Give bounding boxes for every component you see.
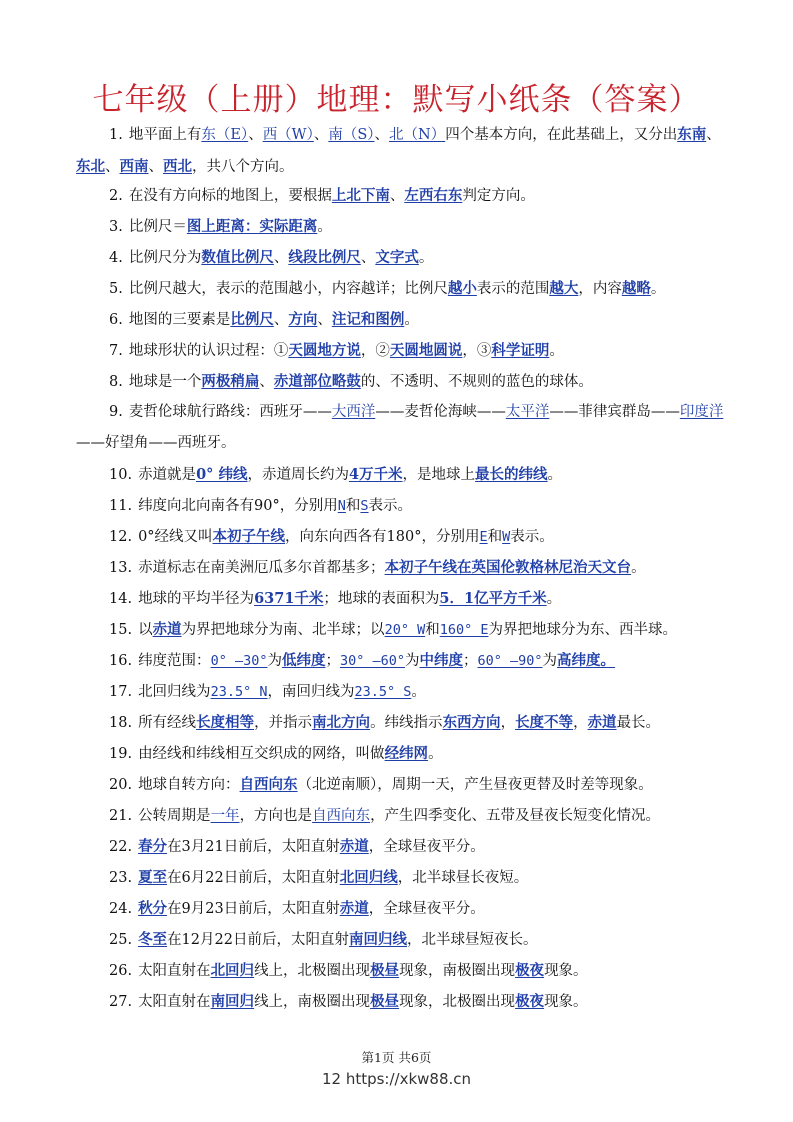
answer-blank: 冬至 (138, 931, 168, 948)
answer-blank: 北回归线 (339, 869, 398, 886)
question-number: 18. (109, 715, 133, 731)
answer-blank: 春分 (138, 838, 168, 855)
question-number: 10. (109, 467, 133, 483)
answer-blank: 南（S） (328, 127, 375, 143)
question-text: 在9月23日前后，太阳直射 (167, 901, 340, 917)
question-text: ——菲律宾群岛—— (549, 404, 680, 420)
question-text: 和 (345, 498, 361, 514)
question-number: 7. (109, 343, 123, 359)
question-text: 、 (273, 250, 289, 266)
question-text: ； (463, 653, 478, 669)
question-text: 、 (105, 159, 120, 175)
question-item (76, 465, 726, 485)
question-item (76, 372, 726, 392)
question-text: ， (573, 715, 588, 731)
answer-blank: 高纬度。 (557, 652, 616, 669)
question-item (76, 310, 726, 330)
question-text: 。 (650, 281, 666, 297)
answer-blank: 极昼 (370, 993, 400, 1010)
answer-blank: 越大 (549, 280, 579, 297)
question-text: 和 (487, 529, 503, 545)
answer-blank: 数值比例尺 (201, 249, 274, 266)
question-number: 12. (109, 529, 133, 545)
question-number: 2. (109, 188, 123, 204)
answer-blank: 南回归 (210, 993, 255, 1010)
answer-blank: 秋分 (138, 900, 168, 917)
answer-blank: 0° 纬线 (196, 466, 248, 483)
question-text: 、 (360, 250, 376, 266)
answer-blank: 图上距离：实际距离 (186, 218, 318, 235)
question-text: ，共八个方向。 (192, 159, 294, 175)
question-text: 现象。 (544, 963, 588, 979)
question-text: 北回归线为 (138, 684, 211, 700)
question-item (76, 341, 726, 361)
question-number: 26. (109, 963, 133, 979)
question-text: ——麦哲伦海峡—— (375, 404, 506, 420)
answer-blank: N (337, 498, 346, 514)
question-text: ，并指示 (254, 715, 313, 731)
answer-blank: 越略 (621, 280, 651, 297)
answer-blank: 极夜 (515, 962, 545, 979)
answer-blank: 太平洋 (505, 404, 550, 420)
answer-blank: 长度相等 (196, 714, 255, 731)
answer-blank: 夏至 (138, 869, 168, 886)
answer-blank: 5．1亿平方千米 (439, 590, 547, 607)
answer-blank: 本初子午线 (212, 528, 286, 545)
answer-blank: 赤道 (339, 838, 369, 855)
question-text: 为 (405, 653, 420, 669)
question-text: 。 (546, 591, 562, 607)
question-text: 、 (248, 127, 263, 143)
question-text: 表示。 (368, 498, 413, 514)
answer-blank: 长度不等 (515, 714, 574, 731)
question-text: 线上，北极圈出现 (254, 963, 371, 979)
question-text: ，南回归线为 (267, 684, 355, 700)
question-text: 以 (138, 622, 153, 638)
question-text: 纬度范围： (138, 653, 211, 669)
question-number: 6. (109, 312, 123, 328)
question-text: 地球是一个 (128, 374, 202, 390)
question-number: 25. (109, 932, 133, 948)
answer-blank: 6371千米 (254, 590, 324, 607)
question-number: 8. (109, 374, 123, 390)
question-item (76, 961, 726, 981)
question-number: 11. (109, 498, 133, 514)
question-number: 23. (109, 870, 133, 886)
answer-blank: 北（N） (389, 127, 446, 143)
answer-blank: 越小 (447, 280, 477, 297)
question-number: 13. (109, 560, 133, 576)
question-item (76, 589, 726, 609)
question-text: 、 (273, 312, 289, 328)
answer-blank: 赤道 (587, 714, 617, 731)
question-item (76, 279, 726, 299)
question-text: （北逆南顺），周期一天，产生昼夜更替及时差等现象。 (297, 777, 653, 793)
answer-blank: 北回归 (210, 962, 255, 979)
answer-blank: 60° —90° (477, 653, 543, 669)
question-text: 比例尺＝ (128, 219, 187, 235)
question-text: ，产生四季变化、五带及昼夜长短变化情况。 (370, 808, 661, 824)
question-text: 地球形状的认识过程：① (128, 343, 289, 359)
answer-blank: 方向 (288, 311, 318, 328)
question-item (76, 558, 726, 578)
question-text: 。 (631, 560, 646, 576)
question-text: ，方向也是 (239, 808, 313, 824)
question-number: 24. (109, 901, 133, 917)
question-number: 3. (109, 219, 123, 235)
question-text: 地平面上有 (128, 127, 202, 143)
answer-blank: 南回归线 (348, 931, 407, 948)
question-text: 在没有方向标的地图上，要根据 (128, 188, 332, 204)
question-number: 17. (109, 684, 133, 700)
question-text: 线上，南极圈出现 (254, 994, 371, 1010)
answer-blank: 上北下南 (331, 187, 390, 204)
question-text: 、 (313, 127, 329, 143)
answer-blank: 自西向东 (239, 776, 298, 793)
question-text: 地球的平均半径为 (138, 591, 255, 607)
question-text: ，内容 (578, 281, 622, 297)
answer-blank: 低纬度 (281, 652, 326, 669)
question-text: 。 (418, 250, 434, 266)
question-number: 5. (109, 281, 123, 297)
answer-blank: 自西向东 (312, 808, 371, 824)
question-text: 。 (549, 343, 564, 359)
question-text: 表示的范围 (476, 281, 550, 297)
question-item (76, 899, 726, 919)
question-text: 赤道就是 (138, 467, 197, 483)
question-text: ，北半球昼长夜短。 (397, 870, 529, 886)
question-number: 27. (109, 994, 133, 1010)
question-text: 现象，南极圈出现 (399, 963, 516, 979)
question-number: 1. (109, 127, 123, 143)
answer-blank: 本初子午线在英国伦敦格林尼治天文台 (384, 559, 632, 576)
answer-blank: 23.5° N (210, 684, 268, 700)
answer-blank: 西南 (119, 158, 149, 175)
question-text: ，② (360, 343, 390, 359)
question-number: 9. (109, 404, 123, 420)
answer-blank: 一年 (210, 808, 240, 824)
watermark-url: 12 https://xkw88.cn (321, 1070, 472, 1088)
answer-blank: 中纬度 (419, 652, 463, 669)
question-text: ，全球昼夜平分。 (368, 839, 485, 855)
question-text: 0°经线又叫 (138, 529, 213, 545)
question-item (76, 930, 726, 950)
answer-blank: 文字式 (375, 249, 419, 266)
question-text: 和 (425, 622, 440, 638)
question-item (76, 248, 726, 268)
answer-blank: 线段比例尺 (288, 249, 361, 266)
question-text: ，北半球昼短夜长。 (406, 932, 538, 948)
question-text: 地图的三要素是 (128, 312, 231, 328)
question-number: 19. (109, 746, 133, 762)
question-number: 16. (109, 653, 133, 669)
question-item (76, 496, 726, 516)
question-number: 15. (109, 622, 133, 638)
answer-blank: E (479, 529, 488, 545)
question-text: 由经线和纬线相互交织成的网络，叫做 (138, 746, 385, 762)
page-title: 七年级（上册）地理：默写小纸条（答案） (92, 82, 701, 118)
answer-blank: 东（E） (201, 127, 249, 143)
question-item (76, 651, 726, 671)
question-number: 21. (109, 808, 133, 824)
question-text: 在12月22日前后，太阳直射 (167, 932, 349, 948)
question-text: 麦哲伦球航行路线：西班牙—— (128, 404, 332, 420)
question-text: 为界把地球分为南、北半球；以 (181, 622, 385, 638)
question-text: 现象。 (544, 994, 588, 1010)
answer-blank: 南北方向 (312, 714, 371, 731)
answer-blank: 左西右东 (404, 187, 463, 204)
answer-blank: 经纬网 (384, 745, 429, 762)
question-text: 所有经线 (138, 715, 197, 731)
question-text: 现象，北极圈出现 (399, 994, 516, 1010)
answer-blank: 赤道部位略鼓 (273, 373, 361, 390)
question-text: 。 (404, 312, 419, 328)
question-text: 地球自转方向： (138, 777, 240, 793)
question-text: ； (325, 653, 340, 669)
question-text: 。 (547, 467, 563, 483)
question-text: 。纬线指示 (370, 715, 443, 731)
question-text: 比例尺越大，表示的范围越小，内容越详；比例尺 (128, 281, 448, 297)
question-text: 、 (317, 312, 332, 328)
question-text: 、 (259, 374, 274, 390)
answer-blank: 4万千米 (348, 466, 403, 483)
question-text: 、 (148, 159, 163, 175)
question-item (76, 620, 726, 640)
question-item (76, 713, 726, 733)
answer-blank: 赤道 (339, 900, 369, 917)
answer-blank: 赤道 (152, 621, 182, 638)
question-item (76, 217, 726, 237)
question-item (76, 397, 726, 459)
page-footer: 第1页 共6页 (361, 1050, 432, 1065)
answer-blank: W (502, 529, 511, 545)
answer-blank: 23.5° S (354, 684, 412, 700)
question-text: ，③ (462, 343, 492, 359)
question-text: ， (500, 715, 516, 731)
question-item (76, 744, 726, 764)
question-text: 四个基本方向，在此基础上，又分出 (445, 127, 678, 143)
answer-blank: 160° E (439, 622, 489, 638)
question-item (76, 992, 726, 1012)
question-text: 最长。 (616, 715, 661, 731)
answer-blank: 东西方向 (442, 714, 501, 731)
answer-blank: 两极稍扁 (201, 373, 260, 390)
question-number: 22. (109, 839, 133, 855)
answer-blank: 30° —60° (339, 653, 405, 669)
answer-blank: 大西洋 (331, 404, 376, 420)
question-text: 比例尺分为 (128, 250, 202, 266)
answer-blank: 20° W (384, 622, 426, 638)
question-text: 在6月22日前后，太阳直射 (167, 870, 340, 886)
answer-blank: 天圆地圆说 (389, 342, 463, 359)
question-text: 、 (389, 188, 405, 204)
question-text: 表示。 (510, 529, 554, 545)
question-text: 赤道标志在南美洲厄瓜多尔首都基多； (138, 560, 385, 576)
question-number: 4. (109, 250, 123, 266)
answer-blank: 天圆地方说 (288, 342, 361, 359)
answer-blank: 印度洋 (679, 404, 724, 420)
question-text: 。 (317, 219, 332, 235)
question-number: 14. (109, 591, 133, 607)
question-item (76, 527, 726, 547)
answer-blank: 西（W） (262, 127, 314, 143)
question-text: 在3月21日前后，太阳直射 (167, 839, 340, 855)
answer-blank: 最长的纬线 (475, 466, 548, 483)
question-text: 公转周期是 (138, 808, 211, 824)
answer-blank: 西北 (163, 158, 192, 175)
question-item (76, 868, 726, 888)
answer-blank: 科学证明 (491, 342, 550, 359)
question-item (76, 186, 726, 206)
question-text: 。 (428, 746, 443, 762)
question-text: 太阳直射在 (138, 994, 211, 1010)
question-text: ，赤道周长约为 (247, 467, 349, 483)
question-text: 判定方向。 (462, 188, 535, 204)
question-text: 、 (706, 127, 721, 143)
question-item (76, 682, 726, 702)
answer-blank: 极昼 (370, 962, 400, 979)
answer-blank: 注记和图例 (331, 311, 405, 328)
question-text: ，向东向西各有180°，分别用 (285, 529, 480, 545)
question-text: ，全球昼夜平分。 (368, 901, 485, 917)
question-text: 的、不透明、不规则的蓝色的球体。 (360, 374, 593, 390)
question-text: 为 (542, 653, 558, 669)
question-item (76, 775, 726, 795)
question-text: 为界把地球分为东、西半球。 (488, 622, 677, 638)
answer-blank: S (360, 498, 369, 514)
question-text: 、 (374, 127, 390, 143)
answer-blank: 0° —30° (210, 653, 268, 669)
question-item (76, 837, 726, 857)
answer-blank: 极夜 (515, 993, 545, 1010)
question-text: 为 (267, 653, 282, 669)
answer-blank: 东北 (76, 158, 105, 175)
question-text: 纬度向北向南各有90°，分别用 (138, 498, 338, 514)
answer-blank: 东南 (677, 126, 707, 143)
answer-blank: 比例尺 (230, 311, 274, 328)
question-text: 。 (411, 684, 426, 700)
question-text: ；地球的表面积为 (323, 591, 440, 607)
question-text: ——好望角——西班牙。 (76, 435, 236, 451)
question-text: ，是地球上 (402, 467, 476, 483)
question-number: 20. (109, 777, 133, 793)
question-text: 太阳直射在 (138, 963, 211, 979)
question-item (76, 119, 726, 183)
question-item (76, 806, 726, 826)
